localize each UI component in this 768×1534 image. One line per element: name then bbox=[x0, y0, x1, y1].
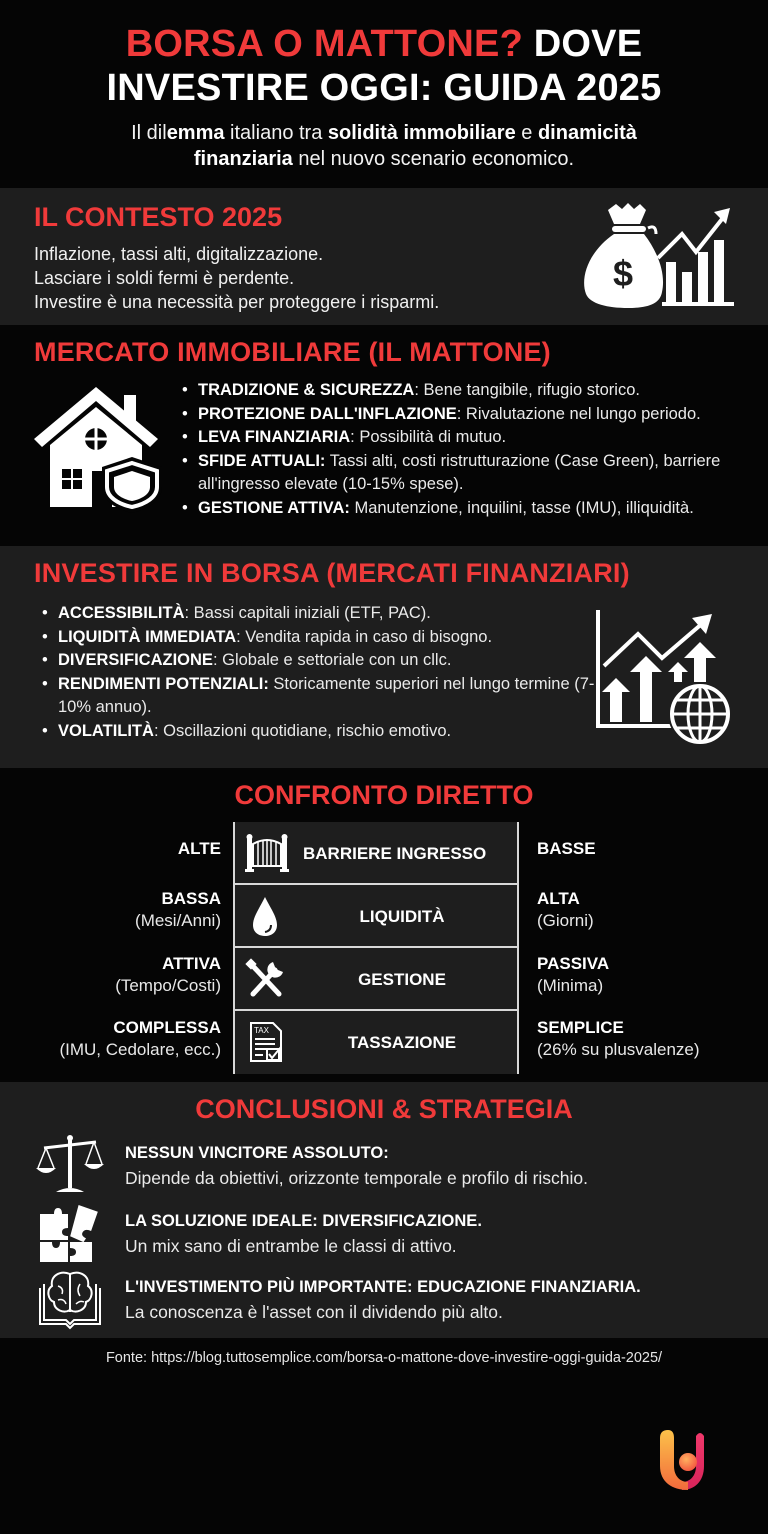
item-text: : Bene tangibile, rifugio storico. bbox=[414, 381, 640, 399]
balance-scale-icon bbox=[36, 1134, 104, 1196]
context-lines bbox=[34, 242, 439, 314]
value-sub: (Giorni) bbox=[537, 911, 594, 930]
chart-arrows-globe-icon bbox=[592, 606, 742, 748]
value-main: BASSE bbox=[537, 839, 596, 858]
list-item bbox=[180, 426, 760, 450]
stock-market-value bbox=[537, 953, 609, 997]
conclusions-title: CONCLUSIONI & STRATEGIA bbox=[195, 1094, 573, 1124]
item-text: : Vendita rapida in caso di bisogno. bbox=[236, 627, 493, 646]
subtitle-text: nel nuovo scenario economico. bbox=[292, 148, 575, 170]
water-drop-icon bbox=[245, 895, 289, 937]
criterion-label: LIQUIDITÀ bbox=[359, 907, 445, 926]
svg-text:TAX: TAX bbox=[254, 1026, 269, 1035]
value-main: ALTA bbox=[537, 889, 580, 908]
list-item bbox=[180, 497, 760, 521]
value-sub: (Mesi/Anni) bbox=[135, 911, 221, 930]
brain-book-icon bbox=[36, 1268, 104, 1330]
conclusion-desc: Un mix sano di entrambe le classi di attivo. bbox=[125, 1236, 457, 1256]
subtitle-text: e bbox=[515, 122, 538, 144]
item-text: : Bassi capitali iniziali (ETF, PAC). bbox=[184, 604, 431, 622]
real-estate-value bbox=[135, 888, 221, 932]
list-item bbox=[180, 403, 760, 427]
conclusion-title: LA SOLUZIONE IDEALE: DIVERSIFICAZIONE. bbox=[125, 1212, 482, 1230]
conclusions-section bbox=[0, 1082, 768, 1338]
real-estate-value bbox=[115, 953, 221, 997]
item-text: : Possibilità di mutuo. bbox=[350, 428, 507, 446]
criterion-label: GESTIONE bbox=[358, 970, 446, 989]
criterion-label: TASSAZIONE bbox=[347, 1033, 457, 1052]
stock-market-section bbox=[0, 546, 768, 768]
value-main: ALTE bbox=[177, 839, 221, 858]
conclusion-desc: Dipende da obiettivi, orizzonte temporale e profilo di rischio. bbox=[125, 1168, 589, 1188]
list-item bbox=[40, 626, 600, 650]
subtitle-bold: dinamicità bbox=[537, 122, 637, 144]
comparison-title: CONFRONTO DIRETTO bbox=[234, 780, 534, 810]
item-label: TRADIZIONE & SICUREZZA bbox=[198, 381, 415, 399]
tax-document-icon bbox=[245, 1021, 289, 1063]
item-text: : Globale e settoriale con un cllc. bbox=[212, 651, 452, 669]
item-text: : Rivalutazione nel lungo periodo. bbox=[456, 404, 701, 423]
house-shield-icon bbox=[30, 383, 168, 513]
value-sub: (IMU, Cedolare, ecc.) bbox=[59, 1040, 221, 1059]
conclusion-title: L'INVESTIMENTO PIÙ IMPORTANTE: EDUCAZIONE FINANZIARIA. bbox=[125, 1278, 641, 1296]
value-main: BASSA bbox=[161, 889, 221, 908]
svg-text:$: $ bbox=[612, 253, 634, 294]
item-label: SFIDE ATTUALI: bbox=[198, 451, 326, 470]
list-item bbox=[40, 720, 600, 744]
subtitle-text: Il dil bbox=[131, 122, 167, 144]
page-subtitle bbox=[40, 120, 728, 172]
list-item bbox=[180, 379, 760, 403]
item-text: Tassi alti, costi ristrutturazione (Case Green), barriere all'ingresso elevate (10-15% spese). bbox=[198, 451, 721, 493]
list-item bbox=[40, 673, 600, 720]
value-sub: (Minima) bbox=[537, 976, 604, 995]
item-text: Manutenzione, inquilini, tasse (IMU), illiquidità. bbox=[349, 498, 694, 517]
context-section bbox=[0, 188, 768, 325]
stock-market-title: INVESTIRE IN BORSA (MERCATI FINANZIARI) bbox=[34, 558, 630, 588]
page-title bbox=[0, 22, 768, 110]
footer-section bbox=[0, 1338, 768, 1534]
item-label: VOLATILITÀ bbox=[58, 721, 154, 740]
list-item bbox=[40, 602, 600, 626]
item-label: GESTIONE ATTIVA: bbox=[198, 498, 350, 517]
puzzle-icon bbox=[36, 1202, 104, 1264]
item-label: DIVERSIFICAZIONE bbox=[58, 651, 213, 669]
comparison-row-management bbox=[235, 948, 517, 1011]
subtitle-bold: solidità immobiliare bbox=[327, 122, 516, 144]
stock-market-value bbox=[537, 888, 594, 932]
stock-market-value bbox=[537, 838, 596, 860]
conclusion-title: NESSUN VINCITORE ASSOLUTO: bbox=[125, 1144, 389, 1162]
comparison-row-liquidity bbox=[235, 885, 517, 948]
comparison-row-taxation bbox=[235, 1011, 517, 1074]
value-sub: (26% su plusvalenze) bbox=[537, 1040, 700, 1059]
context-title: IL CONTESTO 2025 bbox=[34, 202, 283, 232]
value-main: PASSIVA bbox=[537, 954, 610, 973]
subtitle-text: italiano tra bbox=[224, 122, 328, 144]
conclusion-desc: La conoscenza è l'asset con il dividendo più alto. bbox=[125, 1302, 503, 1322]
comparison-row-barriers bbox=[235, 822, 517, 885]
real-estate-value bbox=[59, 1017, 221, 1061]
header-section bbox=[0, 0, 768, 188]
item-text: : Oscillazioni quotidiane, rischio emotivo. bbox=[153, 721, 452, 740]
subtitle-bold: emma bbox=[166, 122, 225, 144]
gate-icon bbox=[245, 832, 289, 874]
stock-market-value bbox=[537, 1017, 700, 1061]
value-main: SEMPLICE bbox=[537, 1018, 624, 1037]
comparison-section bbox=[0, 768, 768, 1082]
context-line: Investire è una necessità per proteggere i risparmi. bbox=[34, 292, 440, 312]
comparison-table bbox=[233, 822, 519, 1074]
title-part-2: INVESTIRE OGGI: GUIDA 2025 bbox=[106, 67, 662, 109]
context-line: Lasciare i soldi fermi è perdente. bbox=[34, 268, 295, 288]
real-estate-title: MERCATO IMMOBILIARE (IL MATTONE) bbox=[34, 337, 551, 367]
item-label: RENDIMENTI POTENZIALI: bbox=[58, 674, 269, 693]
value-main: ATTIVA bbox=[162, 954, 221, 973]
money-bag-growth-chart-icon bbox=[578, 200, 738, 312]
value-sub: (Tempo/Costi) bbox=[115, 976, 221, 995]
subtitle-bold: finanziaria bbox=[193, 148, 293, 170]
stock-market-list bbox=[40, 602, 600, 743]
list-item bbox=[180, 450, 760, 497]
wrench-screwdriver-icon bbox=[245, 958, 289, 1000]
real-estate-section bbox=[0, 325, 768, 546]
real-estate-list bbox=[180, 379, 760, 520]
context-line: Inflazione, tassi alti, digitalizzazione. bbox=[34, 244, 324, 264]
item-text: Storicamente superiori nel lungo termine (7-10% annuo). bbox=[58, 674, 595, 716]
list-item bbox=[40, 649, 600, 673]
tuttosemplice-logo bbox=[652, 1426, 724, 1498]
item-label: ACCESSIBILITÀ bbox=[58, 604, 185, 622]
real-estate-value bbox=[178, 838, 221, 860]
item-label: LEVA FINANZIARIA bbox=[198, 428, 351, 446]
criterion-label: BARRIERE INGRESSO bbox=[303, 844, 487, 863]
value-main: COMPLESSA bbox=[113, 1018, 221, 1037]
title-part-1: DOVE bbox=[533, 23, 643, 65]
item-label: LIQUIDITÀ IMMEDIATA bbox=[58, 627, 237, 646]
source-link[interactable]: Fonte: https://blog.tuttosemplice.com/borsa-o-mattone-dove-investire-oggi-guida-2025/ bbox=[105, 1350, 663, 1366]
title-highlight: BORSA O MATTONE? bbox=[125, 23, 523, 65]
item-label: PROTEZIONE DALL'INFLAZIONE bbox=[198, 404, 457, 423]
